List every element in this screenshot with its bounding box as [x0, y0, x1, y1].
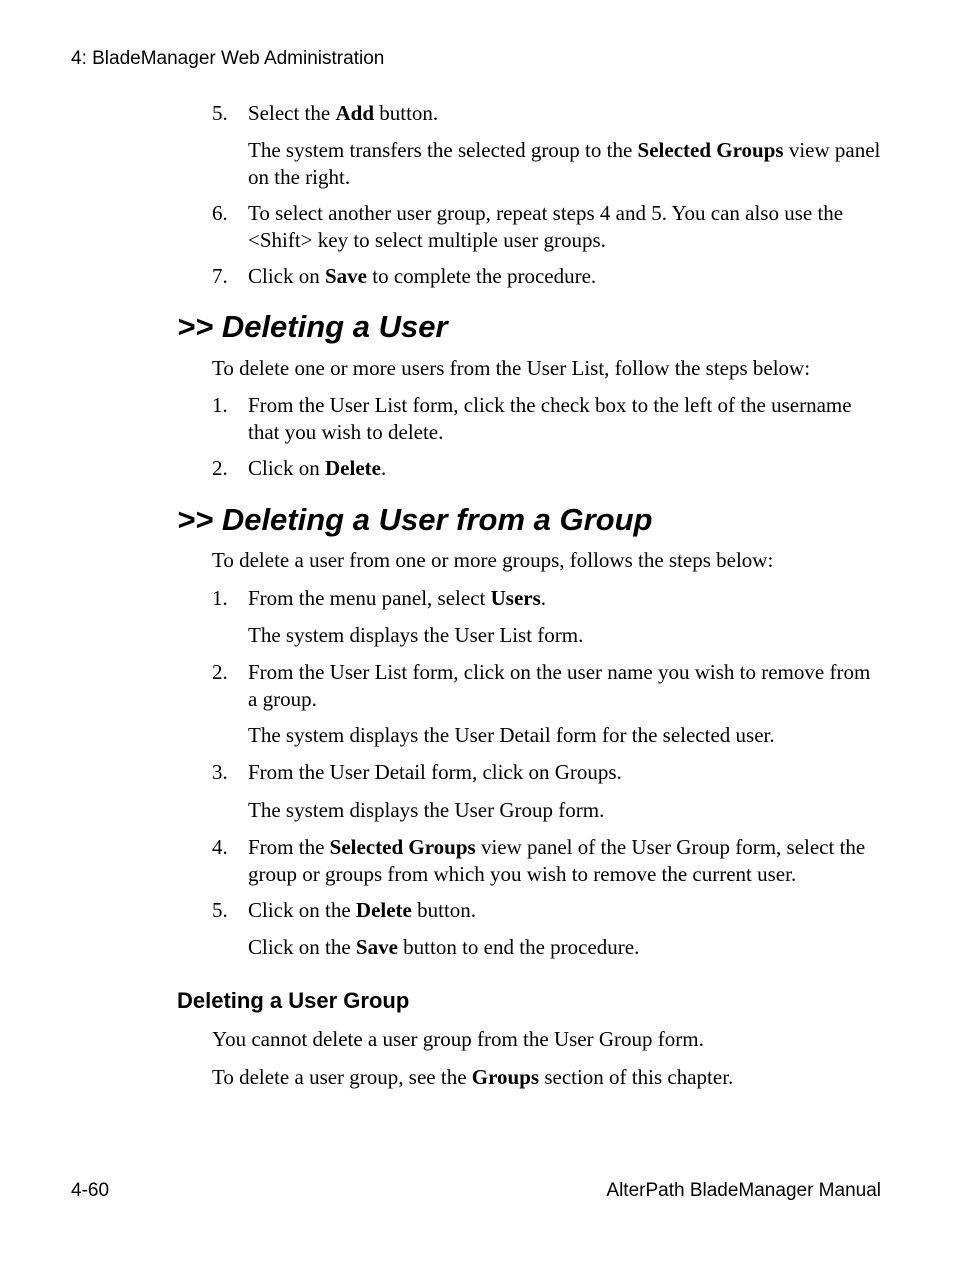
section-intro: To delete one or more users from the User List, follow the steps below:	[212, 356, 811, 380]
step-text: To select another user group, repeat steps 4 and 5. You can also use the <Shift> key to select multiple user groups.	[248, 201, 844, 252]
step-number: 4.	[212, 835, 228, 859]
step-text: Select the Add button.	[248, 101, 439, 125]
step-number: 6.	[212, 201, 228, 225]
step-text: From the User Detail form, click on Groups.	[248, 760, 622, 784]
step-number: 2.	[212, 456, 228, 480]
step-number: 1.	[212, 586, 228, 610]
paragraph: To delete a user group, see the Groups section of this chapter.	[212, 1065, 734, 1089]
step-number: 5.	[212, 898, 228, 922]
step-note: The system displays the User List form.	[248, 623, 584, 647]
step-note: The system displays the User Detail form for the selected user.	[248, 723, 775, 747]
step-number: 2.	[212, 660, 228, 684]
running-header: 4: BladeManager Web Administration	[71, 48, 385, 69]
step-note: Click on the Save button to end the procedure.	[248, 935, 640, 959]
paragraph: You cannot delete a user group from the User Group form.	[212, 1027, 704, 1051]
subsection-heading-deleting-user-group: Deleting a User Group	[177, 988, 410, 1013]
step-text: From the User List form, click on the user name you wish to remove from a group.	[248, 660, 871, 711]
step-text: From the Selected Groups view panel of the User Group form, select the group or groups from which you wish to remove the current user.	[248, 835, 866, 886]
step-note: The system displays the User Group form.	[248, 798, 605, 822]
section-heading-deleting-user-from-group: >> Deleting a User from a Group	[177, 502, 653, 537]
step-text: From the User List form, click the check box to the left of the username that you wish to delete.	[248, 393, 852, 444]
step-text: Click on the Delete button.	[248, 898, 477, 922]
step-text: From the menu panel, select Users.	[248, 586, 547, 610]
step-number: 7.	[212, 264, 228, 288]
step-text: Click on Delete.	[248, 456, 387, 480]
step-note: The system transfers the selected group to the Selected Groups view panel on the right.	[248, 138, 881, 189]
page-number: 4-60	[71, 1180, 110, 1201]
step-text: Click on Save to complete the procedure.	[248, 264, 597, 288]
step-number: 1.	[212, 393, 228, 417]
step-number: 5.	[212, 101, 228, 125]
step-number: 3.	[212, 760, 228, 784]
manual-title: AlterPath BladeManager Manual	[606, 1180, 881, 1201]
section-heading-deleting-user: >> Deleting a User	[177, 309, 448, 344]
section-intro: To delete a user from one or more groups, follows the steps below:	[212, 548, 774, 572]
